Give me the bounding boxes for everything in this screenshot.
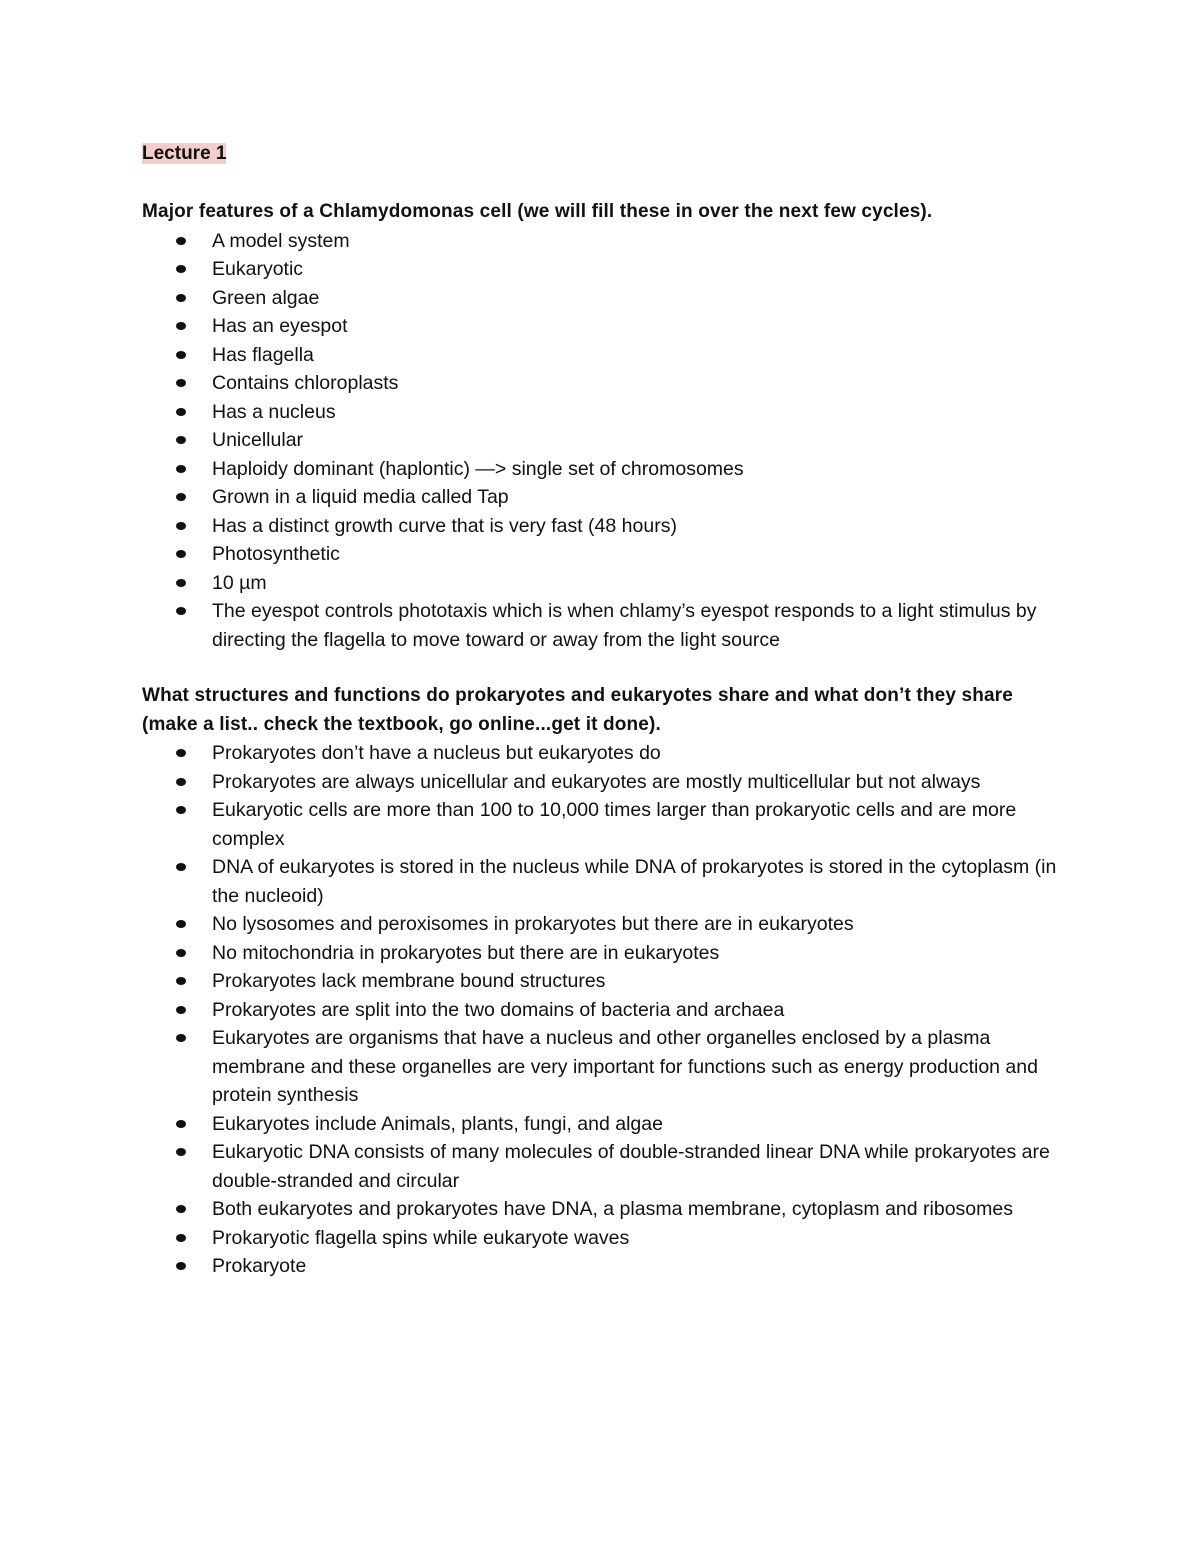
list-item <box>142 312 1072 341</box>
list-item-text: Prokaryotes are split into the two domains of bacteria and archaea <box>212 998 785 1021</box>
bullet-icon <box>176 265 186 273</box>
bullet-icon <box>176 322 186 330</box>
bullet-icon <box>176 351 186 359</box>
bullet-icon <box>176 607 186 615</box>
list-item <box>142 796 1072 853</box>
list-item <box>142 853 1072 910</box>
list-item-text: Has a distinct growth curve that is very fast (48 hours) <box>212 514 677 537</box>
bullet-icon <box>176 1148 186 1156</box>
list-item <box>142 768 1072 797</box>
list-item-text: Grown in a liquid media called Tap <box>212 486 509 508</box>
list-item <box>142 398 1072 427</box>
list-item <box>142 569 1072 598</box>
bullet-icon <box>176 1234 186 1242</box>
list-item <box>142 597 1072 654</box>
list-item <box>142 1110 1072 1139</box>
list-item <box>142 341 1072 370</box>
list-item-text: Prokaryotes are always unicellular and eukaryotes are mostly multicellular but not always <box>212 770 981 793</box>
list-item <box>142 1195 1072 1224</box>
list-item-text: No lysosomes and peroxisomes in prokaryotes but there are in eukaryotes <box>212 913 854 935</box>
bullet-icon <box>176 1262 186 1270</box>
list-item-text: Has flagella <box>212 343 314 366</box>
list-item-text: Prokaryotes don’t have a nucleus but eukaryotes do <box>212 742 661 764</box>
list-item-text: The eyespot controls phototaxis which is when chlamy’s eyespot responds to a light stimulus by directing the flagella to move toward or away from the light source <box>212 600 1037 651</box>
list-item-text: Eukaryotic <box>212 258 304 280</box>
list-item-text: Photosynthetic <box>212 543 340 565</box>
document-page <box>142 140 1072 1281</box>
list-item-text: DNA of eukaryotes is stored in the nucleus while DNA of prokaryotes is stored in the cytoplasm (in the nucleoid) <box>212 856 1057 907</box>
bullet-icon <box>176 863 186 871</box>
list-item <box>142 483 1072 512</box>
list-item <box>142 996 1072 1025</box>
bullet-icon <box>176 379 186 387</box>
list-item <box>142 1224 1072 1253</box>
bullet-icon <box>176 1034 186 1042</box>
list-item <box>142 227 1072 256</box>
bullet-icon <box>176 1205 186 1213</box>
list-item-text: Has a nucleus <box>212 400 336 423</box>
list-item <box>142 455 1072 484</box>
list-item <box>142 540 1072 569</box>
section-2-trailing-list <box>142 1252 1072 1281</box>
list-item <box>142 739 1072 768</box>
section-2-list <box>142 739 1072 1252</box>
list-item-text: Has an eyespot <box>212 315 348 337</box>
list-item-text: Unicellular <box>212 429 304 451</box>
list-item <box>142 369 1072 398</box>
list-item <box>142 426 1072 455</box>
bullet-icon <box>176 550 186 558</box>
list-item <box>142 255 1072 284</box>
list-item-text: Contains chloroplasts <box>212 372 399 394</box>
list-item-text: Eukaryotes are organisms that have a nucleus and other organelles enclosed by a plasma membrane and these organelles are very important for functions such as energy production and protein synthesis <box>212 1027 1038 1106</box>
list-item <box>142 1024 1072 1110</box>
list-item <box>142 910 1072 939</box>
section-1-list <box>142 227 1072 655</box>
list-item-text: Green algae <box>212 286 320 309</box>
section-1-heading: Major features of a Chlamydomonas cell (we will fill these in over the next few cycles). <box>142 201 933 222</box>
list-item <box>142 1138 1072 1195</box>
list-item-text: 10 µm <box>212 571 267 594</box>
bullet-icon <box>176 436 186 444</box>
bullet-icon <box>176 949 186 957</box>
list-item-text: Both eukaryotes and prokaryotes have DNA, a plasma membrane, cytoplasm and ribosomes <box>212 1198 1013 1220</box>
list-item <box>142 512 1072 541</box>
section-2-heading: What structures and functions do prokaryotes and eukaryotes share and what don’t they share (make a list.. check the textbook, go online...get it done). <box>142 685 1013 735</box>
bullet-icon <box>176 579 186 587</box>
bullet-icon <box>176 294 186 302</box>
bullet-icon <box>176 237 186 245</box>
list-item-text: Prokaryote <box>212 1255 307 1277</box>
list-item-text: Prokaryotic flagella spins while eukaryote waves <box>212 1226 630 1249</box>
list-item-text: Eukaryotes include Animals, plants, fungi, and algae <box>212 1112 663 1135</box>
bullet-icon <box>176 977 186 985</box>
bullet-icon <box>176 1120 186 1128</box>
list-item-text: A model system <box>212 229 350 252</box>
list-item-text: Prokaryotes lack membrane bound structures <box>212 970 606 992</box>
list-item <box>142 967 1072 996</box>
list-item <box>142 284 1072 313</box>
list-item-text: Eukaryotic cells are more than 100 to 10,000 times larger than prokaryotic cells and are more complex <box>212 799 1017 850</box>
bullet-icon <box>176 522 186 530</box>
list-item <box>142 1252 1072 1281</box>
bullet-icon <box>176 920 186 928</box>
bullet-icon <box>176 408 186 416</box>
list-item-text: Haploidy dominant (haplontic) —> single set of chromosomes <box>212 457 744 480</box>
bullet-icon <box>176 778 186 786</box>
bullet-icon <box>176 1006 186 1014</box>
bullet-icon <box>176 465 186 473</box>
bullet-icon <box>176 493 186 501</box>
list-item-text: No mitochondria in prokaryotes but there are in eukaryotes <box>212 941 720 964</box>
bullet-icon <box>176 749 186 757</box>
lecture-title-text: Lecture 1 <box>142 143 227 164</box>
bullet-icon <box>176 806 186 814</box>
list-item <box>142 939 1072 968</box>
lecture-title <box>142 140 1072 168</box>
list-item-text: Eukaryotic DNA consists of many molecules of double-stranded linear DNA while prokaryotes are double-stranded and circular <box>212 1141 1050 1192</box>
